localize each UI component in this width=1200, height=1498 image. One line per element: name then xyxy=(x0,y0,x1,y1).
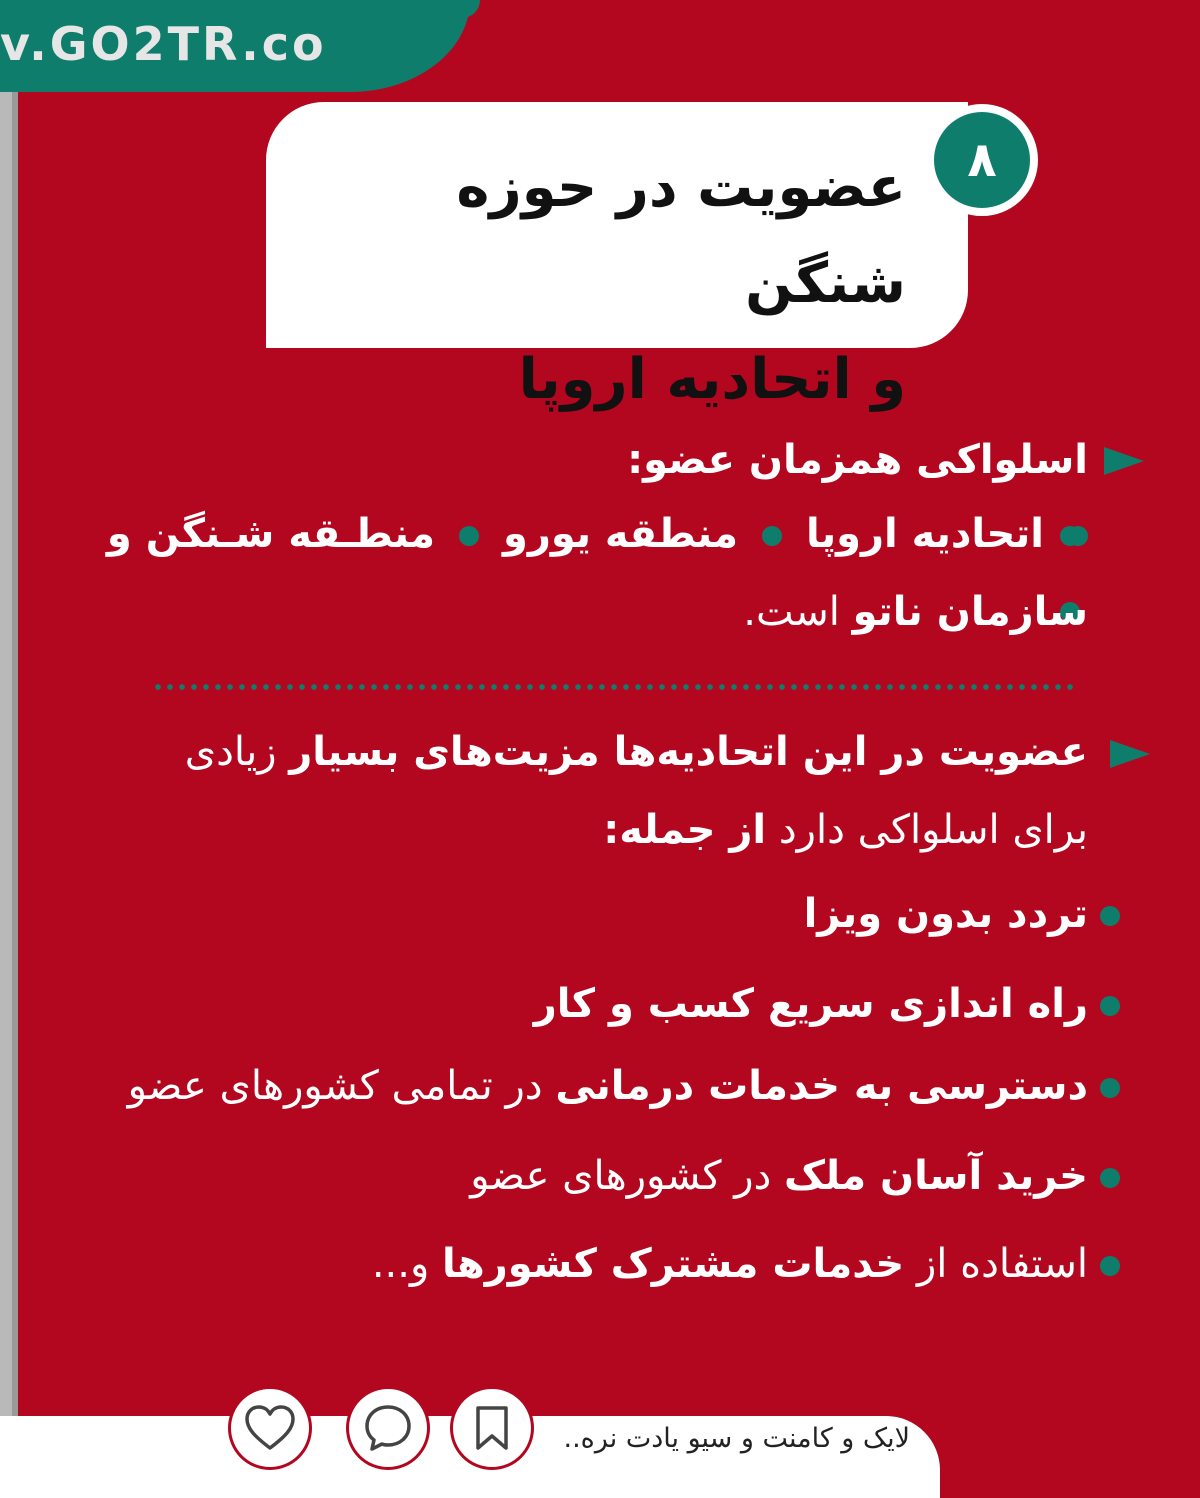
title-line-1: عضویت در حوزه شنگن xyxy=(456,155,906,316)
site-url[interactable]: v.GO2TR.co xyxy=(0,17,327,71)
section1-last-item-rest: است. xyxy=(743,589,853,635)
section1-arrow-icon xyxy=(1104,447,1144,475)
benefit-rest: در تمامی کشورهای عضو xyxy=(127,1063,556,1109)
benefit-item xyxy=(804,884,1088,944)
benefit-item xyxy=(372,1234,1088,1294)
bullet-dot-icon xyxy=(1100,906,1120,926)
left-edge-strip xyxy=(0,0,18,1498)
title-text xyxy=(286,140,906,428)
bullet-dot-icon xyxy=(1100,996,1120,1016)
section2-intro-rest: زیادی xyxy=(184,729,290,775)
section2-intro2-bold: از جمله: xyxy=(603,807,767,853)
bullet-dot-icon xyxy=(1060,526,1080,546)
section2-arrow-icon xyxy=(1110,740,1150,768)
like-button[interactable] xyxy=(228,1386,312,1470)
section2-intro-line2 xyxy=(603,800,1088,860)
benefit-bold: راه اندازی سریع کسب و کار xyxy=(533,981,1088,1027)
bullet-dot-icon xyxy=(1100,1168,1120,1188)
section1-last-item xyxy=(743,582,1088,642)
section1-item-2: منطقه یورو xyxy=(503,511,739,557)
bullet-dot-icon xyxy=(762,526,782,546)
comment-icon xyxy=(362,1402,414,1454)
benefit-bold: تردد بدون ویزا xyxy=(803,891,1088,937)
section2-intro2-rest: برای اسلواکی دارد xyxy=(766,807,1088,853)
heart-icon xyxy=(244,1404,296,1452)
benefit-pre: استفاده از xyxy=(904,1241,1088,1287)
benefit-rest: و... xyxy=(371,1241,443,1287)
title-line-2: و اتحادیه اروپا xyxy=(518,347,906,412)
benefit-bold: خرید آسان ملک xyxy=(784,1153,1088,1199)
left-edge-strip-inner xyxy=(0,0,12,1498)
comment-button[interactable] xyxy=(346,1386,430,1470)
bullet-dot-icon xyxy=(459,526,479,546)
benefit-item xyxy=(470,1146,1088,1206)
cta-text: لایک و کامنت و سیو یادت نره.. xyxy=(563,1423,910,1454)
section1-last-item-bold: سازمان ناتو xyxy=(852,589,1088,635)
section2-intro-bold: عضویت در این اتحادیه‌ها مزیت‌های بسیار xyxy=(289,729,1088,775)
section1-item-3: منطـقه شـنگن و xyxy=(106,511,436,557)
bullet-dot-icon xyxy=(1100,1256,1120,1276)
benefit-bold: خدمات مشترک کشورها xyxy=(442,1241,905,1287)
benefit-bold: دسترسی به خدمات درمانی xyxy=(555,1063,1088,1109)
site-banner xyxy=(0,0,470,92)
section2-intro-line1 xyxy=(185,722,1088,782)
section1-item-1: اتحادیه اروپا xyxy=(806,511,1044,557)
save-button[interactable] xyxy=(450,1386,534,1470)
benefit-item xyxy=(534,974,1088,1034)
bullet-dot-icon xyxy=(1100,1078,1120,1098)
section1-heading: اسلواکی همزمان عضو: xyxy=(627,437,1088,483)
benefit-item xyxy=(128,1056,1088,1116)
bookmark-icon xyxy=(472,1404,512,1452)
title-number-badge: ۸ xyxy=(926,104,1038,216)
benefit-rest: در کشورهای عضو xyxy=(470,1153,785,1199)
title-card xyxy=(266,102,968,412)
section1-items-row xyxy=(107,504,1088,564)
dotted-divider xyxy=(152,684,1074,690)
